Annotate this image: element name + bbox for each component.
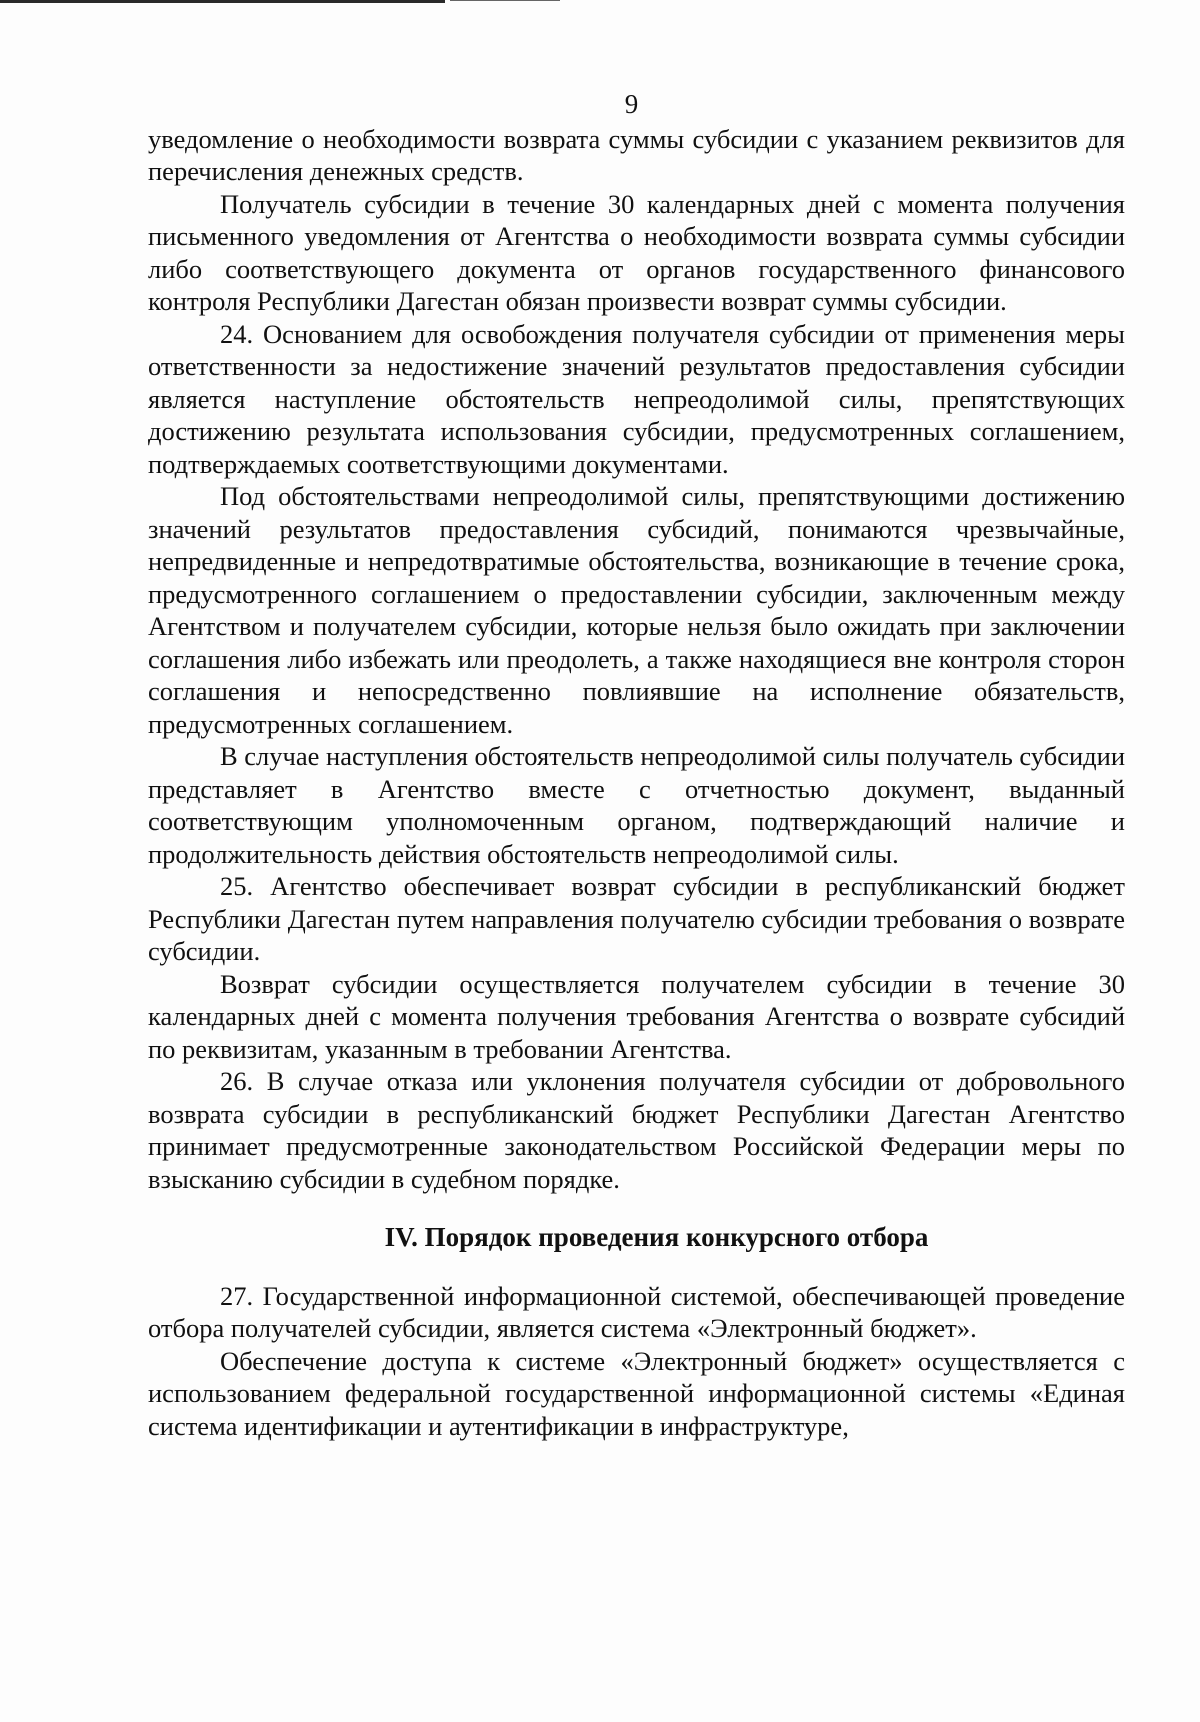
paragraph: В случае наступления обстоятельств непреодолимой силы получатель субсидии представляет в Агентство вместе с отчетностью документ, выданный соответствующим уполномоченным органом, подтверждающий наличие и продолжительность действия обстоятельств непреодолимой силы. bbox=[148, 741, 1125, 869]
paragraph-item-25: 25. Агентство обеспечивает возврат субсидии в республиканский бюджет Республики Дагестан путем направления получателю субсидии требования о возврате субсидии. bbox=[148, 871, 1125, 966]
paragraph-item-24: 24. Основанием для освобождения получателя субсидии от применения меры ответственности за недостижение значений результатов предоставления субсидии является наступление обстоятельств непреодолимой силы, препятствующих достижению результата использования субсидии, предусмотренных соглашением, подтверждаемых соответствующими документами. bbox=[148, 318, 1125, 479]
scan-edge-mark-secondary bbox=[450, 0, 560, 1]
paragraph: Под обстоятельствами непреодолимой силы, препятствующими достижению значений результатов предоставления субсидий, понимаются чрезвычайные, непредвиденные и непредотвратимые обстоятельства, возникающие в течение срока, предусмотренного соглашением о предоставлении субсидии, заключенным между Агентством и получателем субсидии, которые нельзя было ожидать при заключении соглашения либо избежать или преодолеть, а также находящиеся вне контроля сторон соглашения и непосредственно повлиявшие на исполнение обязательств, предусмотренных соглашением. bbox=[148, 481, 1125, 739]
paragraphs-before-section bbox=[148, 123, 1125, 1196]
paragraph: уведомление о необходимости возврата суммы субсидии с указанием реквизитов для перечисления денежных средств. bbox=[148, 123, 1125, 186]
scan-edge-mark bbox=[0, 0, 445, 3]
page-number: 9 bbox=[624, 89, 639, 119]
paragraph-item-27: 27. Государственной информационной системой, обеспечивающей проведение отбора получателей субсидии, является система «Электронный бюджет». bbox=[148, 1280, 1125, 1343]
section-title: IV. Порядок проведения конкурсного отбора bbox=[384, 1222, 929, 1252]
paragraph: Получатель субсидии в течение 30 календарных дней с момента получения письменного уведомления от Агентства о необходимости возврата суммы субсидии либо соответствующего документа от органов государственного финансового контроля Республики Дагестан обязан произвести возврат суммы субсидии. bbox=[148, 188, 1125, 316]
paragraphs-after-section bbox=[148, 1280, 1125, 1443]
paragraph: Обеспечение доступа к системе «Электронный бюджет» осуществляется с использованием федеральной государственной информационной системы «Единая система идентификации и аутентификации в инфраструктуре, bbox=[148, 1345, 1125, 1441]
paragraph-item-26: 26. В случае отказа или уклонения получателя субсидии от добровольного возврата субсидии в республиканский бюджет Республики Дагестан Агентство принимает предусмотренные законодательством Российской Федерации меры по взысканию субсидии в судебном порядке. bbox=[148, 1066, 1125, 1194]
paragraph: Возврат субсидии осуществляется получателем субсидии в течение 30 календарных дней с момента получения требования Агентства о возврате субсидий по реквизитам, указанным в требовании Агентства. bbox=[148, 968, 1125, 1064]
